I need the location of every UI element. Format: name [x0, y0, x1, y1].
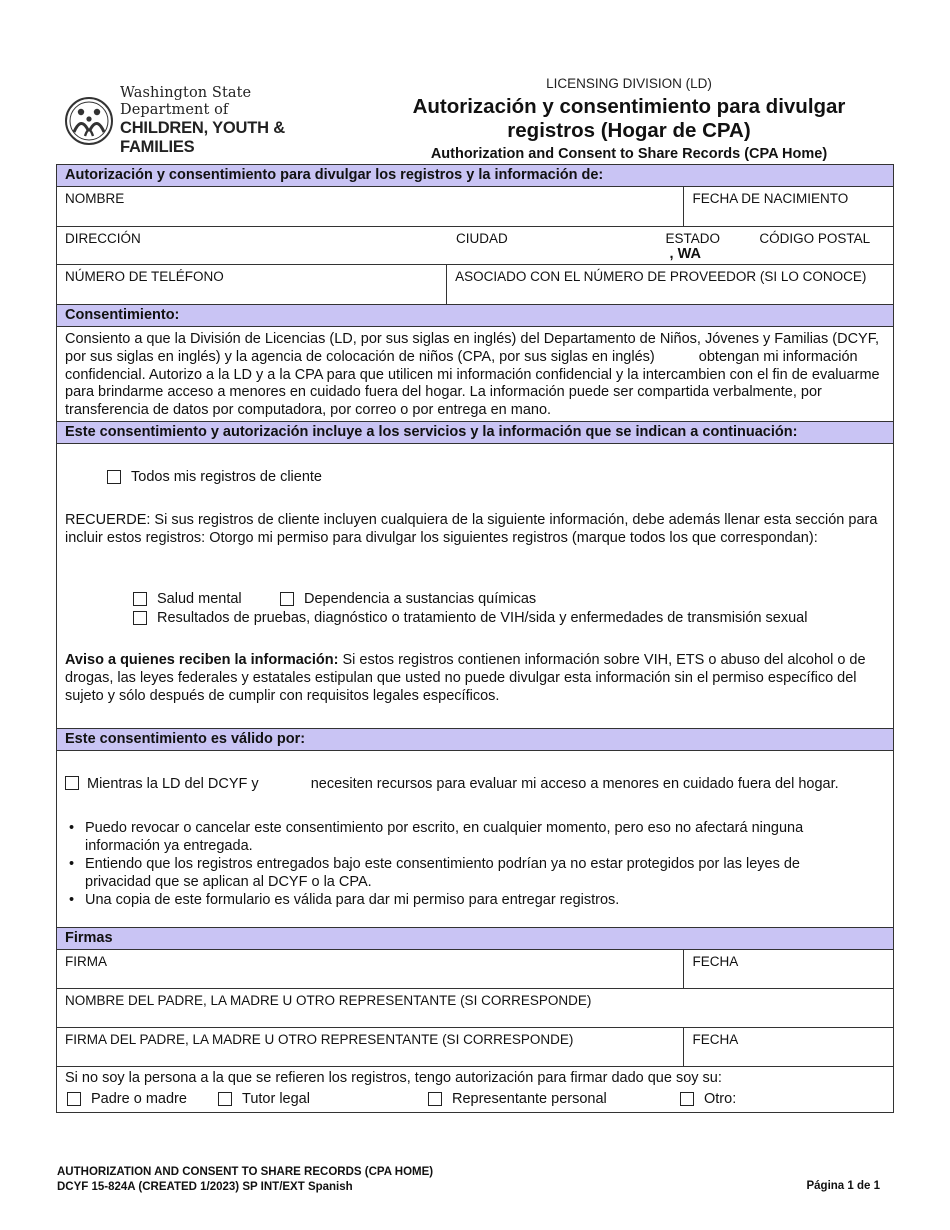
all-records-label: Todos mis registros de cliente	[131, 469, 322, 485]
phone-field[interactable]	[57, 265, 446, 304]
address-row	[57, 227, 893, 265]
consent-text-part1: Consiento a que la División de Licencias (LD, por sus siglas en inglés) del Departamento de Niños, Jóvenes y Familias (DCYF, por sus siglas en inglés) y la agencia de colocación de niños (CPA, por sus siglas en inglés)	[65, 331, 879, 365]
mental-health-checkbox[interactable]	[133, 590, 242, 608]
state-label: ESTADO	[665, 231, 721, 246]
name-row	[57, 187, 893, 227]
checkbox-box[interactable]	[218, 1092, 232, 1106]
services-heading: Este consentimiento y autorización incluye a los servicios y la información que se indican a continuación:	[57, 422, 893, 444]
provider-number-field[interactable]	[446, 265, 893, 304]
chemical-dependency-checkbox[interactable]	[280, 590, 536, 608]
notice-body: Si estos registros contienen información sobre VIH, ETS o abuso del alcohol o de drogas, las leyes federales y estatales estipulan que usted no puede divulgar esta información sin el permiso específico del sujeto y sólo después de cumplir con requisitos legales específicos.	[65, 652, 866, 704]
validity-option	[65, 775, 885, 793]
signature-date-field[interactable]	[683, 950, 893, 988]
city-field[interactable]	[448, 227, 658, 264]
notice-bold: Aviso a quienes reciben la información:	[65, 652, 339, 668]
validity-checkbox[interactable]	[65, 776, 79, 790]
all-records-checkbox[interactable]	[107, 468, 322, 486]
guardian-option-label: Tutor legal	[242, 1091, 310, 1107]
checkbox-box[interactable]	[680, 1092, 694, 1106]
address-field[interactable]	[57, 227, 448, 264]
zip-field[interactable]	[751, 227, 893, 264]
name-field[interactable]	[57, 187, 683, 226]
notice-text	[65, 651, 885, 705]
signature-label: FIRMA	[65, 954, 107, 969]
representative-option-checkbox[interactable]	[428, 1091, 607, 1107]
division-label: LICENSING DIVISION (LD)	[546, 76, 712, 91]
parent-name-label: NOMBRE DEL PADRE, LA MADRE U OTRO REPRESENTANTE (SI CORRESPONDE)	[65, 993, 592, 1008]
hiv-checkbox[interactable]	[133, 609, 807, 627]
phone-label: NÚMERO DE TELÉFONO	[65, 269, 224, 284]
other-option-label: Otro:	[704, 1091, 737, 1107]
dcyf-logo	[64, 85, 334, 156]
dob-label: FECHA DE NACIMIENTO	[692, 191, 849, 206]
authority-section	[57, 1067, 893, 1112]
consent-text-part2: obtengan mi información confidencial. Autorizo a la LD y a la CPA para que utilicen mi información confidencial y la intercambien con el fin de evaluarme para brindarme acceso a menores en cuidado fuera del hogar. La información puede ser compartida verbalmente, por transferencia de datos por computadora, por correo o por entrega en mano.	[65, 348, 880, 419]
provider-number-label: ASOCIADO CON EL NÚMERO DE PROVEEDOR (SI LO CONOCE)	[455, 269, 867, 284]
consent-text	[57, 327, 893, 422]
dob-field[interactable]	[683, 187, 893, 226]
consent-form	[56, 164, 894, 1113]
other-option-checkbox[interactable]	[680, 1091, 736, 1107]
zip-label: CÓDIGO POSTAL	[759, 231, 871, 246]
parent-signature-label: FIRMA DEL PADRE, LA MADRE U OTRO REPRESENTANTE (SI CORRESPONDE)	[65, 1032, 574, 1047]
validity-option-part1: Mientras la LD del DCYF y	[87, 776, 259, 792]
logo-line2: CHILDREN, YOUTH & FAMILIES	[120, 118, 285, 156]
address-label: DIRECCIÓN	[65, 231, 141, 246]
representative-option-label: Representante personal	[452, 1091, 607, 1107]
checkbox-box[interactable]	[428, 1092, 442, 1106]
phone-row	[57, 265, 893, 305]
state-value: , WA	[669, 246, 701, 262]
subject-info-heading: Autorización y consentimiento para divulgar los registros y la información de:	[57, 165, 893, 187]
checkbox-box[interactable]	[133, 611, 147, 625]
validity-section	[57, 751, 893, 928]
bullet-item: • Una copia de este formulario es válida para dar mi permiso para entregar registros.	[65, 891, 863, 909]
signature-field[interactable]	[57, 950, 683, 988]
logo-line1: Washington State Department of	[120, 85, 252, 119]
footer-form-info	[57, 1165, 433, 1195]
footer-line2: DCYF 15-824A (CREATED 1/2023) SP INT/EXT Spanish	[57, 1181, 353, 1193]
footer-line1: AUTHORIZATION AND CONSENT TO SHARE RECORDS (CPA HOME)	[57, 1166, 434, 1178]
city-label: CIUDAD	[456, 231, 508, 246]
validity-option-part2: necesiten recursos para evaluar mi acceso a menores en cuidado fuera del hogar.	[310, 776, 839, 792]
dcyf-family-icon	[64, 96, 114, 146]
parent-date-label: FECHA	[692, 1032, 739, 1047]
parent-option-label: Padre o madre	[91, 1091, 187, 1107]
name-label: NOMBRE	[65, 191, 125, 206]
remember-text: RECUERDE: Si sus registros de cliente incluyen cualquiera de la siguiente información, debe además llenar esta sección para incluir estos registros: Otorgo mi permiso para divulgar los siguientes registros (marque todos los que correspondan):	[65, 512, 878, 546]
checkbox-box[interactable]	[280, 592, 294, 606]
page-subtitle: Authorization and Consent to Share Records (CPA Home)	[430, 146, 828, 162]
parent-option-checkbox[interactable]	[67, 1091, 187, 1107]
page-title: Autorización y consentimiento para divulgar registros (Hogar de CPA)	[412, 95, 846, 142]
signature-row	[57, 950, 893, 989]
authority-text: Si no soy la persona a la que se refieren los registros, tengo autorización para firmar dado que soy su:	[65, 1070, 722, 1086]
parent-name-field[interactable]	[57, 989, 893, 1027]
parent-name-row	[57, 989, 893, 1028]
page-number: Página 1 de 1	[806, 1180, 880, 1192]
checkbox-box[interactable]	[133, 592, 147, 606]
chemical-dependency-label: Dependencia a sustancias químicas	[304, 591, 537, 607]
signatures-heading: Firmas	[57, 928, 893, 950]
state-field[interactable]	[658, 227, 752, 264]
bullet-item: • Entiendo que los registros entregados bajo este consentimiento podrían ya no estar protegidos por las leyes de privacidad que se aplican al DCYF o la CPA.	[65, 855, 863, 891]
signature-date-label: FECHA	[692, 954, 739, 969]
guardian-option-checkbox[interactable]	[218, 1091, 310, 1107]
checkbox-box[interactable]	[107, 470, 121, 484]
validity-bullets	[65, 819, 863, 909]
consent-heading: Consentimiento:	[57, 305, 893, 327]
services-section	[57, 444, 893, 729]
hiv-label: Resultados de pruebas, diagnóstico o tratamiento de VIH/sida y enfermedades de transmisión sexual	[157, 610, 808, 626]
mental-health-label: Salud mental	[157, 591, 242, 607]
bullet-item: • Puedo revocar o cancelar este consentimiento por escrito, en cualquier momento, pero eso no afectará ninguna información ya entregada.	[65, 819, 863, 855]
checkbox-box[interactable]	[67, 1092, 81, 1106]
parent-date-field[interactable]	[683, 1028, 893, 1066]
parent-signature-row	[57, 1028, 893, 1067]
validity-heading: Este consentimiento es válido por:	[57, 729, 893, 751]
parent-signature-field[interactable]	[57, 1028, 683, 1066]
